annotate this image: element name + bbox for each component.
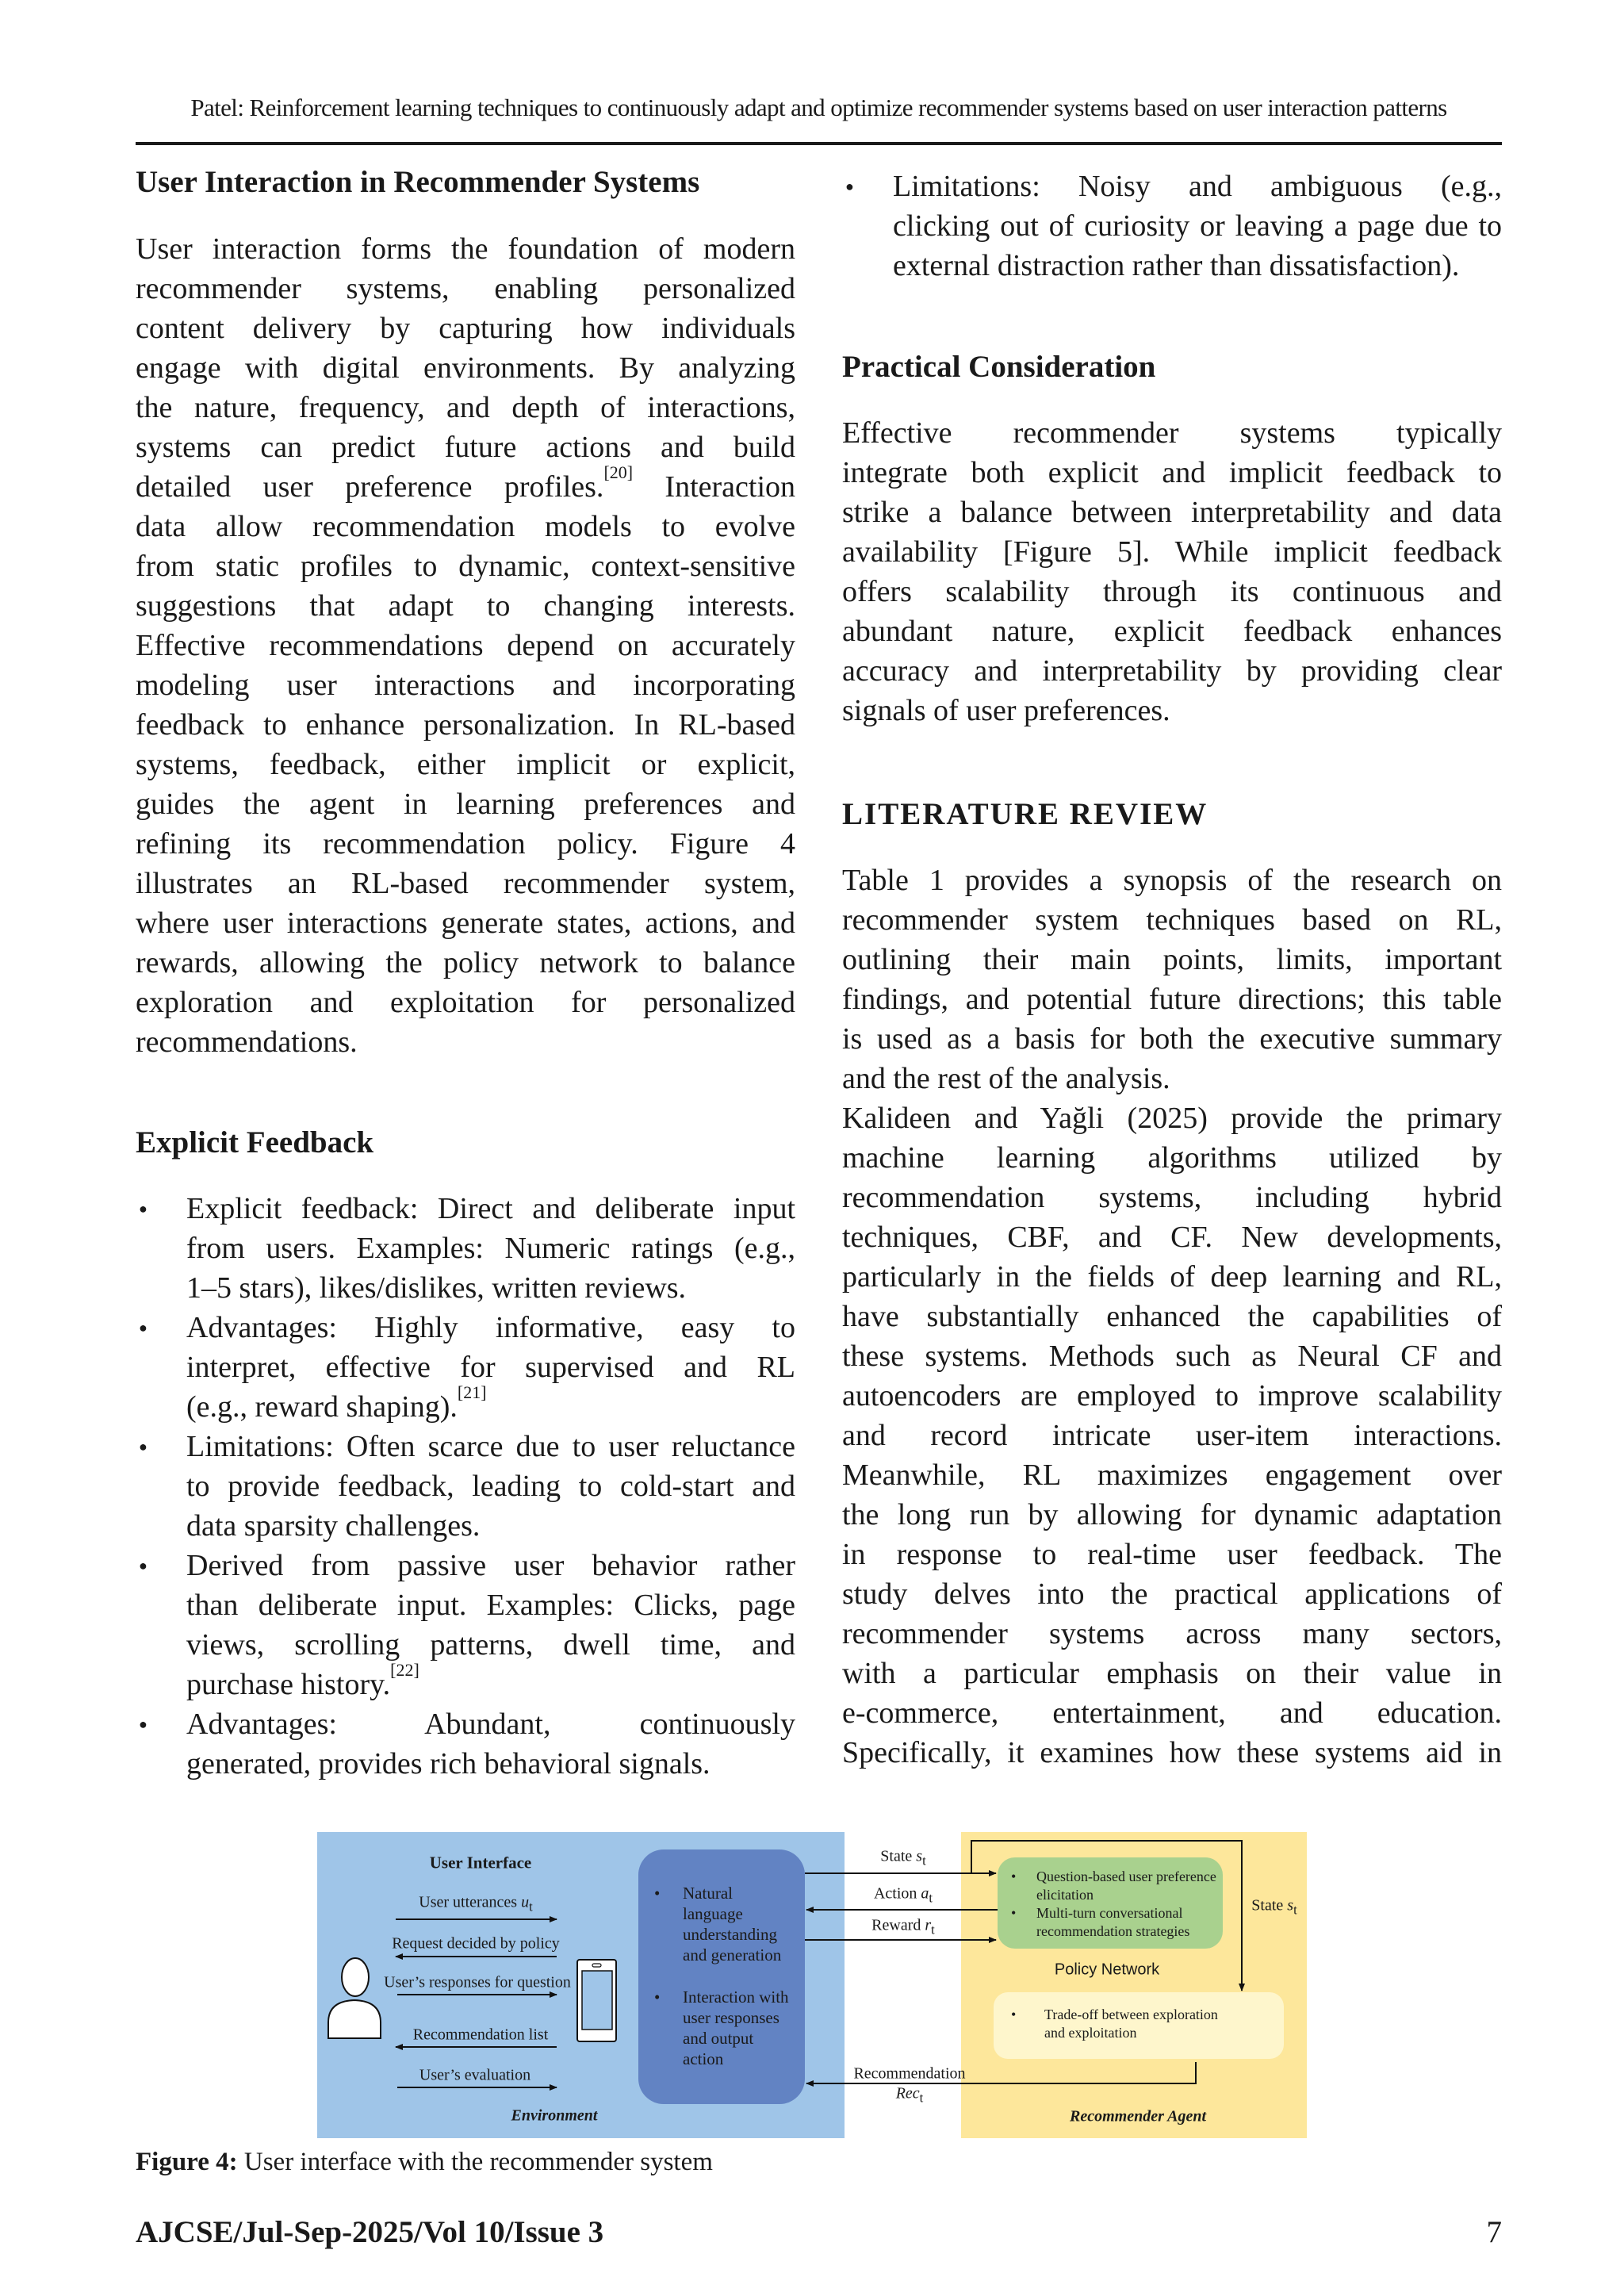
label-recommendation-list: Recommendation list — [412, 2026, 549, 2044]
text-line: Derived from passive user behavior rather — [186, 1549, 795, 1582]
text-line: Effective recommender systems typically — [842, 416, 1502, 450]
section-heading-user-interaction: User Interaction in Recommender Systems — [136, 165, 700, 199]
bullet-item — [842, 167, 1502, 286]
text-line: modeling user interactions and incorporating — [136, 669, 795, 702]
text-line: exploration and exploitation for personalized — [136, 986, 795, 1019]
label-sub: t — [919, 2090, 924, 2106]
text-line: recommender systems across many sectors, — [842, 1617, 1502, 1650]
bullet-icon: ● — [139, 1201, 147, 1217]
text-line: views, scrolling patterns, dwell time, and — [186, 1628, 795, 1662]
label-user-evaluation: User’s evaluation — [419, 2066, 531, 2084]
bullet-item — [136, 1546, 795, 1704]
figure-4-diagram — [317, 1832, 1307, 2138]
text-line: to provide feedback, leading to cold-start and — [186, 1470, 795, 1503]
text-line: from static profiles to dynamic, context-sensitive — [136, 550, 795, 583]
text-line: Explicit feedback: Direct and deliberate input — [186, 1192, 795, 1225]
text-line: findings, and potential future directions; this table — [842, 983, 1502, 1016]
tradeoff-bullet: • Trade-off between exploration and exploitation — [1011, 2007, 1218, 2041]
label-rec-t — [896, 2085, 924, 2106]
text-line: than deliberate input. Examples: Clicks, page — [186, 1589, 795, 1622]
tradeoff-text: Trade-off between exploration and exploitation — [1044, 2007, 1218, 2041]
text-segment: purchase history. — [186, 1668, 391, 1701]
text-line: Effective recommendations depend on accurately — [136, 629, 795, 662]
text-line — [186, 1382, 795, 1427]
figure-caption — [136, 2148, 713, 2177]
label-text: Reward — [871, 1916, 925, 1934]
text-line: e-commerce, entertainment, and education. — [842, 1696, 1502, 1730]
bullet-icon: ● — [139, 1716, 147, 1732]
text-line: systems, feedback, either implicit or explicit, — [136, 748, 795, 781]
text-line — [186, 1660, 795, 1704]
text-line: these systems. Methods such as Neural CF and — [842, 1340, 1502, 1373]
policy-bullets: • Question-based user preference elicitation • Multi-turn conversational recommendation strategies — [1011, 1869, 1216, 1939]
text-line: Advantages: Abundant, continuously — [186, 1708, 795, 1741]
label-text: Action — [873, 1884, 921, 1903]
text-line: Kalideen and Yağli (2025) provide the primary — [842, 1102, 1502, 1135]
text-line: Advantages: Highly informative, easy to — [186, 1311, 795, 1344]
bullet-icon: ● — [139, 1320, 147, 1336]
section-heading-explicit-feedback: Explicit Feedback — [136, 1125, 374, 1159]
text-line: recommender system techniques based on RL, — [842, 903, 1502, 937]
label-user-responses: User’s responses for question — [384, 1973, 571, 1991]
text-segment: Interaction — [633, 470, 795, 504]
text-line: engage with digital environments. By analyzing — [136, 351, 795, 385]
text-line: feedback to enhance personalization. In RL-based — [136, 708, 795, 742]
text-line: recommender systems, enabling personalized — [136, 272, 795, 305]
text-line: illustrates an RL-based recommender system, — [136, 867, 795, 900]
label-state — [880, 1848, 925, 1869]
bullet-item — [136, 1704, 795, 1784]
section-heading-practical-consideration: Practical Consideration — [842, 350, 1156, 384]
bullet-item — [136, 1189, 795, 1308]
text-line: systems can predict future actions and build — [136, 431, 795, 464]
user-interface-title: User Interface — [429, 1853, 532, 1872]
citation: [21] — [457, 1382, 487, 1402]
text-line: interpret, effective for supervised and RL — [186, 1351, 795, 1384]
policy-bullet-text: Question-based user preference elicitation — [1036, 1869, 1216, 1903]
paragraph-literature-intro — [842, 861, 1502, 1098]
label-var: u — [521, 1893, 530, 1911]
paragraph-kalideen — [842, 1098, 1502, 1773]
text-line: Table 1 provides a synopsis of the research on — [842, 864, 1502, 897]
text-line: autoencoders are employed to improve scalability — [842, 1379, 1502, 1412]
label-var: a — [921, 1884, 929, 1903]
text-line: and the rest of the analysis. — [842, 1062, 1170, 1095]
text-line: offers scalability through its continuous and — [842, 575, 1502, 608]
limitations-bullet-list — [842, 167, 1502, 286]
label-text: User utterances — [419, 1893, 522, 1911]
paragraph-user-interaction — [136, 229, 795, 1062]
bullet-icon: ● — [139, 1439, 147, 1455]
text-line: integrate both explicit and implicit feedback to — [842, 456, 1502, 489]
text-line: User interaction forms the foundation of modern — [136, 232, 795, 266]
label-action — [874, 1885, 933, 1907]
label-sub: t — [929, 1890, 933, 1906]
label-var: s — [916, 1847, 923, 1865]
text-line: the nature, frequency, and depth of interactions, — [136, 391, 795, 424]
text-line: content delivery by capturing how individuals — [136, 312, 795, 345]
text-line: particularly in the fields of deep learning and RL, — [842, 1260, 1502, 1294]
environment-label: Environment — [511, 2106, 598, 2125]
text-line: refining its recommendation policy. Figure 4 — [136, 827, 795, 861]
nlu-bullet-text: Natural language understanding and generation — [683, 1884, 782, 1964]
text-line: Specifically, it examines how these systems aid in — [842, 1736, 1502, 1769]
header-rule — [136, 142, 1502, 145]
bullet-item — [136, 1308, 795, 1427]
text-line: from users. Examples: Numeric ratings (e.g., — [186, 1232, 795, 1265]
text-line: with a particular emphasis on their value in — [842, 1657, 1502, 1690]
bullet-icon: ● — [139, 1558, 147, 1573]
text-segment: (e.g., reward shaping). — [186, 1390, 458, 1424]
text-line: machine learning algorithms utilized by — [842, 1141, 1502, 1175]
label-reward — [871, 1917, 935, 1938]
text-line: is used as a basis for both the executive summary — [842, 1022, 1502, 1056]
nlu-bullet-1: • Natural language understanding and generation — [654, 1883, 797, 1965]
text-line: abundant nature, explicit feedback enhances — [842, 615, 1502, 648]
text-line: the long run by allowing for dynamic adaptation — [842, 1498, 1502, 1531]
feedback-bullet-list — [136, 1189, 795, 1784]
policy-bullet-text: Multi-turn conversational recommendation strategies — [1036, 1905, 1190, 1939]
text-line: study delves into the practical applications of — [842, 1577, 1502, 1611]
text-line: where user interactions generate states, actions, and — [136, 907, 795, 940]
label-var: Rec — [895, 2084, 920, 2102]
text-segment: detailed user preference profiles. — [136, 470, 604, 504]
recommender-agent-label: Recommender Agent — [1069, 2107, 1207, 2125]
bullet-item — [136, 1427, 795, 1546]
text-line: and record intricate user-item interactions. — [842, 1419, 1502, 1452]
nlu-bullet-text: Interaction with user responses and output action — [683, 1987, 789, 2068]
caption-text: User interface with the recommender system — [237, 2148, 713, 2176]
text-line: accuracy and interpretability by providing clear — [842, 654, 1502, 688]
text-line — [136, 462, 795, 507]
label-sub: t — [931, 1922, 935, 1938]
text-line: Limitations: Often scarce due to user reluctance — [186, 1430, 795, 1463]
text-line: suggestions that adapt to changing interests. — [136, 589, 795, 623]
text-line: 1–5 stars), likes/dislikes, written reviews. — [186, 1271, 687, 1305]
text-line: availability [Figure 5]. While implicit feedback — [842, 535, 1502, 569]
citation: [22] — [390, 1660, 419, 1680]
text-line: strike a balance between interpretability and data — [842, 496, 1502, 529]
smartphone-icon — [577, 1960, 616, 2041]
text-line: techniques, CBF, and CF. New developments, — [842, 1221, 1502, 1254]
section-heading-literature-review: LITERATURE REVIEW — [842, 797, 1208, 831]
label-var: r — [925, 1916, 932, 1934]
paragraph-practical-consideration — [842, 413, 1502, 730]
text-line: rewards, allowing the policy network to balance — [136, 946, 795, 979]
policy-network-label: Policy Network — [1054, 1961, 1160, 1979]
label-var: s — [1287, 1896, 1294, 1915]
bullet-icon: ● — [845, 178, 854, 194]
text-line: outlining their main points, limits, important — [842, 943, 1502, 976]
text-line: have substantially enhanced the capabilities of — [842, 1300, 1502, 1333]
text-line: external distraction rather than dissatisfaction). — [893, 249, 1460, 282]
text-line: generated, provides rich behavioral signals. — [186, 1747, 710, 1780]
text-line: recommendation systems, including hybrid — [842, 1181, 1502, 1214]
label-sub: t — [1293, 1902, 1297, 1918]
page-number: 7 — [1486, 2215, 1502, 2249]
text-line: signals of user preferences. — [842, 694, 1170, 727]
label-user-utterances — [419, 1894, 532, 1915]
label-sub: t — [529, 1899, 533, 1915]
caption-label: Figure 4: — [136, 2148, 238, 2176]
footer-journal: AJCSE/Jul-Sep-2025/Vol 10/Issue 3 — [136, 2215, 604, 2249]
text-line: data sparsity challenges. — [186, 1509, 481, 1543]
label-text: State — [1251, 1896, 1288, 1915]
running-title: Patel: Reinforcement learning techniques to continuously adapt and optimize recommender systems based on user interaction patterns — [190, 94, 1447, 121]
citation: [20] — [603, 462, 634, 482]
text-line: in response to real-time user feedback. The — [842, 1538, 1502, 1571]
text-line: Limitations: Noisy and ambiguous (e.g., — [893, 170, 1502, 203]
text-line: data allow recommendation models to evolve — [136, 510, 795, 543]
label-state-right — [1251, 1897, 1297, 1918]
text-line: Meanwhile, RL maximizes engagement over — [842, 1458, 1502, 1492]
text-line: clicking out of curiosity or leaving a page due to — [893, 209, 1502, 243]
text-line: guides the agent in learning preferences and — [136, 788, 795, 821]
label-sub: t — [922, 1853, 926, 1869]
text-line: recommendations. — [136, 1025, 358, 1059]
label-request-decided: Request decided by policy — [392, 1934, 560, 1953]
label-text: State — [880, 1847, 917, 1865]
label-recommendation: Recommendation — [853, 2064, 966, 2083]
nlu-bullet-2: • Interaction with user responses and output action — [654, 1987, 797, 2069]
